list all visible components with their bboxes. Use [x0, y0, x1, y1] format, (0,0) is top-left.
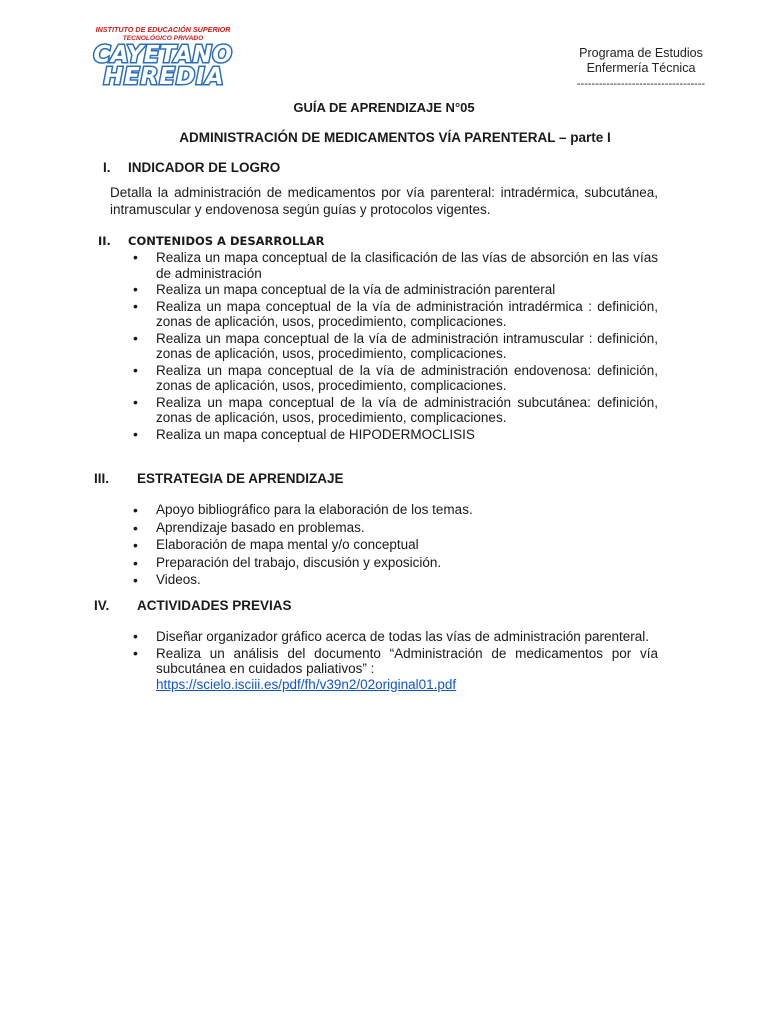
section-4-list [131, 629, 658, 693]
institution-logo [84, 22, 242, 88]
section-3-number: III. [94, 471, 110, 486]
section-2-number: II. [98, 234, 111, 248]
list-item: • Realiza un mapa conceptual de la vía de administración intradérmica : definición, zonas de aplicación, usos, procedimiento, complicaciones. [131, 299, 658, 330]
section-4-heading [94, 598, 292, 613]
program-name: Programa de Estudios [579, 46, 703, 60]
section-4-number: IV. [94, 598, 110, 613]
logo-line1: INSTITUTO DE EDUCACIÓN SUPERIOR [95, 25, 231, 34]
logo-line2: TECNOLÓGICO PRIVADO [122, 35, 204, 42]
section-1-heading [103, 160, 280, 175]
section-2-list [131, 250, 658, 443]
section-2-title: CONTENIDOS A DESARROLLAR [128, 234, 325, 248]
list-item: • Preparación del trabajo, discusión y exposición. [131, 555, 658, 572]
section-1-text: Detalla la administración de medicamentos por vía parenteral: intradérmica, subcutánea, intramuscular y endovenosa según guías y protocolos vigentes. [110, 185, 658, 217]
section-2-heading [98, 234, 324, 248]
program-header [560, 46, 722, 90]
logo-word-heredia: HEREDIA [103, 64, 225, 88]
program-rule: ----------------------------------- [576, 78, 706, 90]
guide-subtitle: ADMINISTRACIÓN DE MEDICAMENTOS VÍA PARENTERAL – parte I [179, 130, 611, 145]
list-item: • Aprendizaje basado en problemas. [131, 520, 658, 537]
document-reference-text: Realiza un análisis del documento “Administración de medicamentos por vía subcutánea en cuidados paliativos” : [156, 645, 658, 676]
list-item: • Realiza un mapa conceptual de la vía de administración parenteral [131, 282, 658, 298]
section-3-list [131, 502, 658, 590]
list-item: • Realiza un mapa conceptual de la vía de administración subcutánea: definición, zonas de aplicación, usos, procedimiento, complicaciones. [131, 395, 658, 426]
section-3-title: ESTRATEGIA DE APRENDIZAJE [137, 471, 344, 486]
list-item: • Realiza un mapa conceptual de la vía de administración endovenosa: definición, zonas de aplicación, usos, procedimiento, complicaciones. [131, 363, 658, 394]
section-1-title: INDICADOR DE LOGRO [128, 160, 281, 175]
section-4-title: ACTIVIDADES PREVIAS [137, 598, 292, 613]
list-item: • Videos. [131, 572, 658, 589]
list-item: • Realiza un mapa conceptual de HIPODERMOCLISIS [131, 427, 658, 443]
list-item: • Diseñar organizador gráfico acerca de todas las vías de administración parenteral. [131, 629, 658, 645]
list-item: • Elaboración de mapa mental y/o conceptual [131, 537, 658, 554]
logo-word-cayetano: CAYETANO [93, 42, 233, 68]
list-item: • Realiza un mapa conceptual de la clasificación de las vías de absorción en las vías de administración [131, 250, 658, 281]
list-item: • Realiza un mapa conceptual de la vía de administración intramuscular : definición, zonas de aplicación, usos, procedimiento, complicaciones. [131, 331, 658, 362]
section-1-number: I. [103, 160, 111, 175]
document-link[interactable]: https://scielo.isciii.es/pdf/fh/v39n2/02original01.pdf [156, 676, 457, 692]
list-item: • Apoyo bibliográfico para la elaboración de los temas. [131, 502, 658, 519]
list-item-with-link [131, 646, 658, 693]
section-3-heading [94, 471, 344, 486]
guide-title: GUÍA DE APRENDIZAJE N°05 [293, 100, 475, 115]
program-specialty: Enfermería Técnica [586, 61, 696, 75]
